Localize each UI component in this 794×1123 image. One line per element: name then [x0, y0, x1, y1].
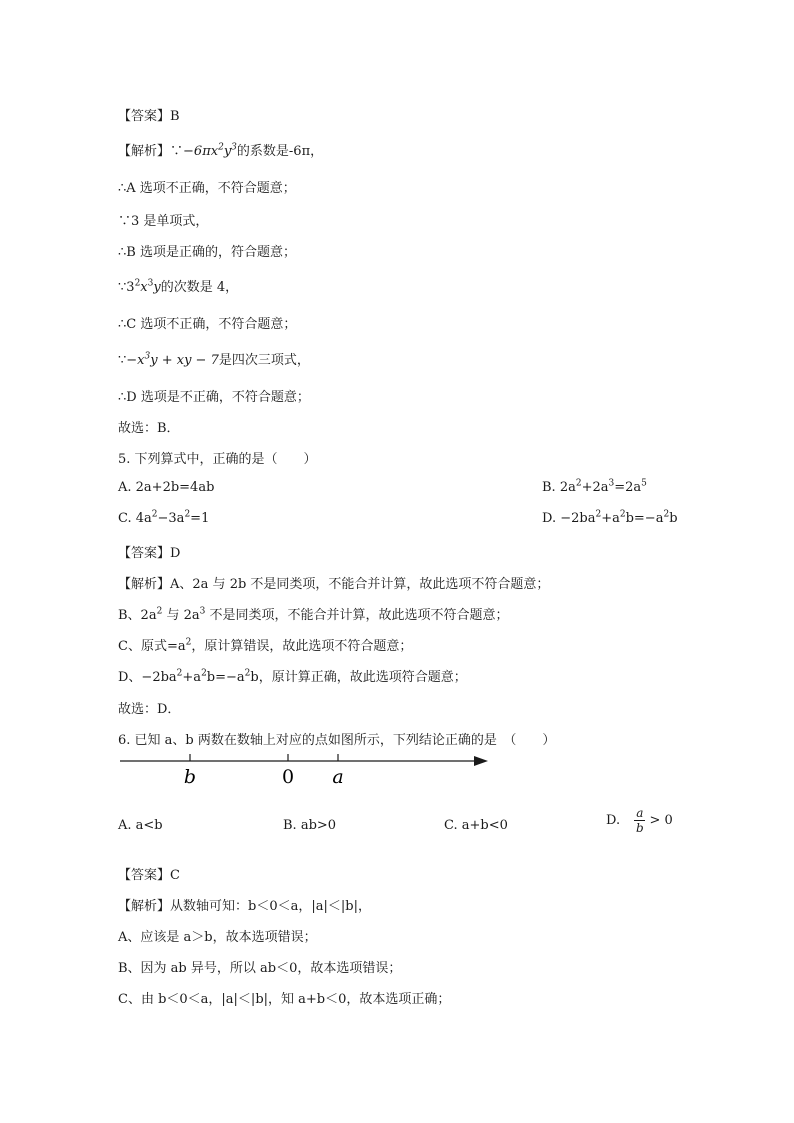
q5-analysis-d: D、$-2ba^2+a^2b=-a^2b$，原计算正确，故此选项符合题意；	[118, 668, 467, 685]
q6-option-b: B. ab>0	[283, 818, 337, 833]
q5-option-c: C. $4a^2-3a^2=1$	[118, 509, 210, 526]
label-a: a	[332, 766, 344, 788]
q5-choose: 故选：D．	[118, 702, 181, 717]
q5-option-a: A. 2a+2b=4ab	[118, 480, 215, 495]
math-expr: $-6\pi x^2y^3$	[183, 142, 237, 159]
q4-line6: ∴C 选项不正确，不符合题意；	[118, 317, 297, 332]
q6-stem: 6. 已知 a、b 两数在数轴上对应的点如图所示，下列结论正确的是 （ ）	[118, 733, 556, 748]
q6-analysis-line1: 【解析】从数轴可知：b＜0＜a，|a|＜|b|，	[118, 899, 371, 914]
answer-value: B	[170, 109, 180, 124]
q4-line5: $\because 3^2x^3y$的次数是 4，	[118, 278, 239, 295]
fraction: $\frac{a}{b}$	[635, 806, 644, 835]
q4-line2: ∴A 选项不正确，不符合题意；	[118, 181, 296, 196]
q5-analysis-a: 【解析】A、2a 与 2b 不是同类项，不能合并计算，故此选项不符合题意；	[118, 577, 550, 592]
q5-analysis-c: C、原式$=a^2$，原计算错误，故此选项不符合题意；	[118, 637, 413, 654]
q5-option-b: B. $2a^2+2a^3=2a^5$	[542, 478, 647, 495]
analysis-tag: 【解析】	[118, 144, 171, 159]
q5-stem: 5. 下列算式中，正确的是（ ）	[118, 452, 317, 467]
q4-line3: ∵3 是单项式，	[118, 214, 209, 229]
q4-line9: 故选：B．	[118, 421, 180, 436]
q6-option-c: C. a+b<0	[444, 818, 508, 833]
q6-analysis-b: B、因为 ab 异号，所以 ab＜0，故本选项错误；	[118, 961, 402, 976]
q6-analysis-a: A、应该是 a＞b，故本选项错误；	[118, 930, 317, 945]
q6-answer-line: 【答案】C	[118, 868, 180, 883]
q5-option-d: D. $-2ba^2+a^2b=-a^2b$	[542, 509, 678, 526]
q5-analysis-b: B、$2a^2$ 与 $2a^3$ 不是同类项，不能合并计算，故此选项不符合题意；	[118, 606, 509, 623]
number-line-diagram	[118, 748, 498, 788]
q4-line8: ∴D 选项是不正确，不符合题意；	[118, 390, 310, 405]
label-zero: 0	[281, 766, 295, 788]
number-line	[118, 748, 498, 788]
axis-arrow	[474, 756, 488, 766]
answer-tag: 【答案】	[118, 109, 171, 124]
q4-answer-line	[118, 105, 180, 124]
label-b: b	[183, 766, 197, 788]
q5-answer-line: 【答案】D	[118, 546, 181, 561]
q4-analysis-line1: 【解析】$\because-6\pi x^2y^3$的系数是-6π，	[118, 142, 324, 159]
q4-line4: ∴B 选项是正确的，符合题意；	[118, 245, 296, 260]
q6-option-a: A. a<b	[118, 818, 163, 833]
q6-analysis-c: C、由 b＜0＜a，|a|＜|b|，知 a+b＜0，故本选项正确；	[118, 992, 451, 1007]
q6-option-d: D. $\frac{a}{b}$ > 0	[606, 806, 673, 835]
q4-line7: $\because-x^3y$ + xy − 7是四次三项式，	[118, 351, 310, 368]
